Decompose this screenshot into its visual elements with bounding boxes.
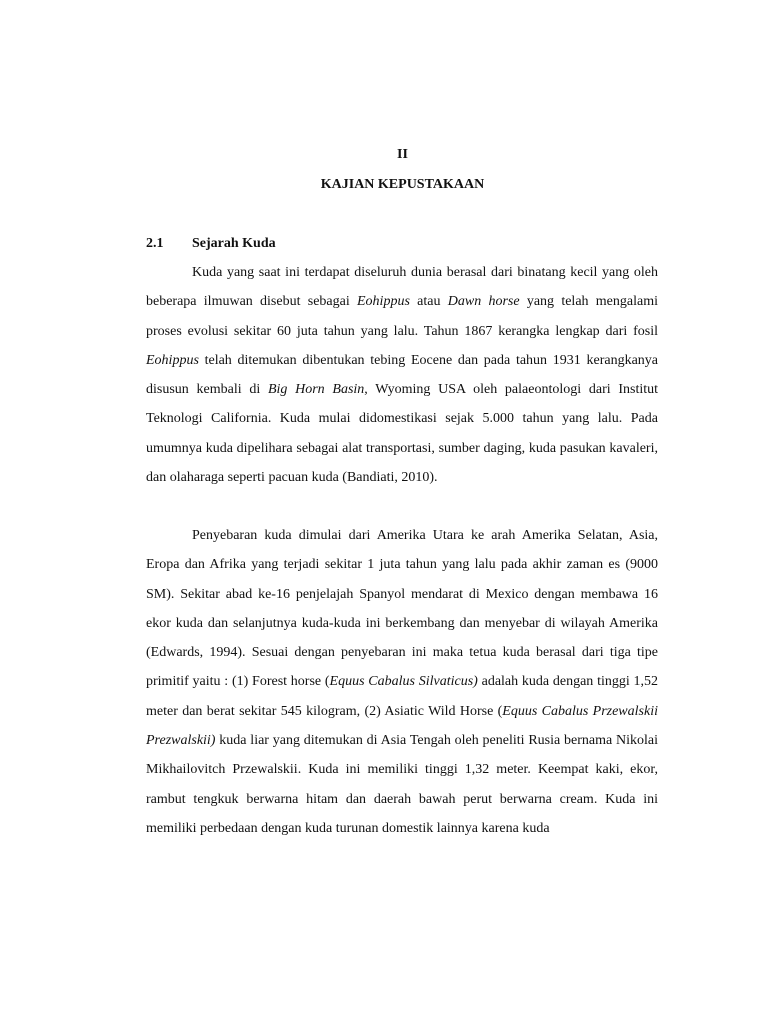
italic-term: Eohippus (146, 352, 199, 368)
text-run: yang telah mengalami proses evolusi sekitar 60 juta tahun yang lalu. Tahun 1867 kerangka lengkap dari fosil (146, 294, 658, 339)
italic-term: Equus Cabalus Przewalskii Prezwalskii) (146, 703, 658, 749)
text-run: adalah kuda dengan tinggi 1,52 meter dan berat sekitar 545 kilogram, (2) Asiatic Wild Horse ( (146, 674, 658, 719)
italic-term: Big Horn Basin (267, 382, 365, 398)
section-heading (146, 236, 276, 252)
text-run: Kuda yang saat ini terdapat diseluruh dunia berasal dari binatang kecil yang oleh beberapa ilmuwan disebut sebagai (146, 265, 658, 310)
italic-term: Equus Cabalus Silvaticus) (329, 674, 478, 690)
text-run: atau (409, 294, 448, 310)
text-run: , Wyoming USA oleh palaeontologi dari Institut Teknologi California. Kuda mulai didomestikasi sejak 5.000 tahun yang lalu. Pada umumnya kuda dipelihara sebagai alat transportasi, sumber daging, kuda pasukan kavaleri, dan olaharaga seperti pacuan kuda (Bandiati, 2010). (146, 382, 659, 486)
chapter-title: KAJIAN KEPUSTAKAAN (320, 177, 485, 192)
text-run: Penyebaran kuda dimulai dari Amerika Utara ke arah Amerika Selatan, Asia, Eropa dan Afrika yang terjadi sekitar 1 juta tahun yang lalu pada akhir zaman es (9000 SM). Sekitar abad ke-16 penjelajah Spanyol mendarat di Mexico dengan membawa 16 ekor kuda dan selanjutnya kuda-kuda ini berkembang dan menyebar di wilayah Amerika (Edwards, 1994). Sesuai dengan penyebaran ini maka tetua kuda berasal dari tiga tipe primitif yaitu : (1) Forest horse ( (146, 528, 658, 690)
text-run: kuda liar yang ditemukan di Asia Tengah oleh peneliti Rusia bernama Nikolai Mikhailovitch Przewalskii. Kuda ini memiliki tinggi 1,32 meter. Keempat kaki, ekor, rambut tengkuk berwarna hitam dan daerah bawah perut berwarna cream. Kuda ini memiliki perbedaan dengan kuda turunan domestik lainnya karena kuda (146, 733, 658, 836)
section-title: Sejarah Kuda (192, 236, 276, 251)
paragraph-2 (146, 521, 658, 843)
text-run: telah ditemukan dibentukan tebing Eocene dan pada tahun 1931 kerangkanya disusun kembali di (146, 352, 658, 398)
italic-term: Eohippus (357, 294, 410, 310)
paragraph-1 (146, 258, 658, 492)
italic-term: Dawn horse (447, 294, 520, 310)
chapter-number: II (397, 147, 408, 162)
section-number: 2.1 (146, 236, 164, 251)
